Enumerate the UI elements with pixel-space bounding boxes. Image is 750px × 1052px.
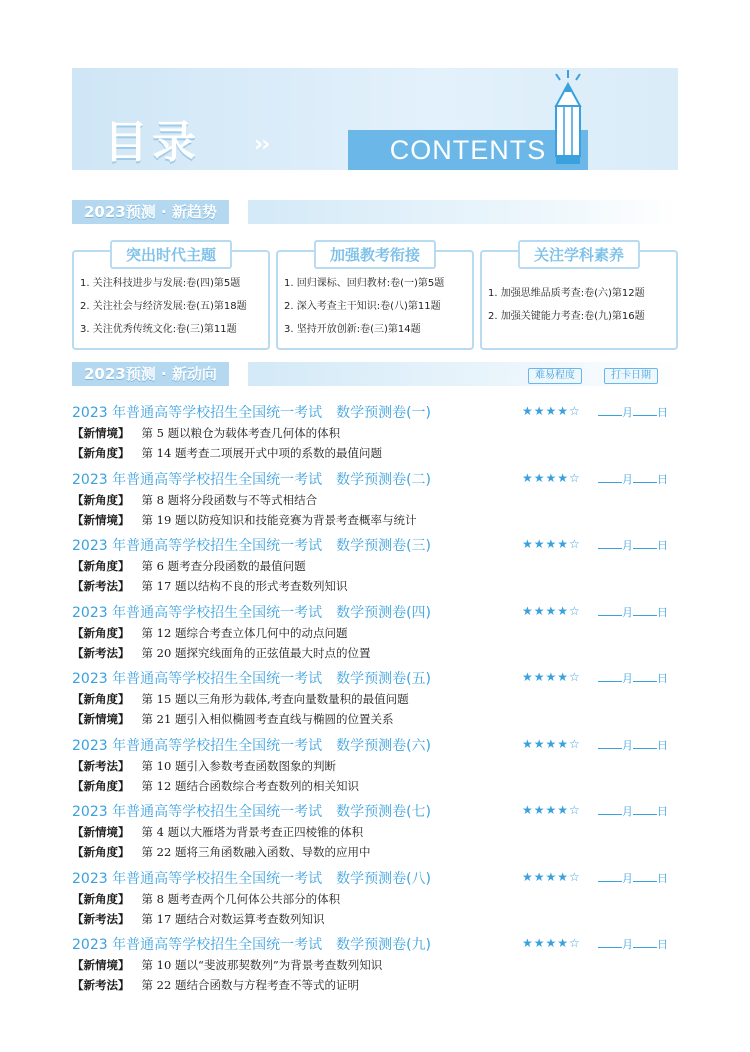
note-type-label: 【新情境】 bbox=[72, 426, 130, 440]
note-type-label: 【新角度】 bbox=[72, 778, 130, 793]
exam-entry bbox=[72, 930, 672, 997]
exam-note bbox=[72, 844, 370, 860]
exam-note bbox=[72, 445, 382, 461]
exam-list bbox=[72, 398, 672, 997]
difficulty-stars: ★★★★☆ bbox=[522, 537, 581, 551]
exam-note bbox=[72, 625, 347, 641]
difficulty-stars: ★★★★☆ bbox=[522, 603, 581, 618]
difficulty-stars: ★★★★☆ bbox=[522, 670, 581, 684]
note-type-label: 【新考法】 bbox=[72, 758, 130, 773]
exam-note bbox=[72, 957, 382, 973]
section-direction-title: 2023预测 · 新动向 bbox=[72, 362, 229, 386]
exam-title[interactable]: 2023 年普通高等学校招生全国统一考试 数学预测卷(七) bbox=[72, 804, 432, 820]
exam-note bbox=[72, 558, 306, 574]
exam-title[interactable]: 2023 年普通高等学校招生全国统一考试 数学预测卷(六) bbox=[72, 737, 432, 754]
exam-note bbox=[72, 711, 393, 727]
note-text: 第 12 题结合函数综合考查数列的相关知识 bbox=[141, 778, 359, 793]
note-type-label: 【新考法】 bbox=[72, 911, 130, 926]
feature-box-literacy bbox=[480, 246, 678, 350]
feature-box-teaching bbox=[276, 246, 474, 350]
note-type-label: 【新角度】 bbox=[72, 845, 130, 859]
note-type-label: 【新角度】 bbox=[72, 446, 130, 460]
difficulty-stars: ★★★★☆ bbox=[522, 869, 581, 884]
note-type-label: 【新角度】 bbox=[72, 492, 130, 507]
exam-note bbox=[72, 691, 409, 707]
note-text: 第 19 题以防疫知识和技能竞赛为背景考查概率与统计 bbox=[141, 512, 417, 527]
difficulty-stars: ★★★★☆ bbox=[522, 470, 581, 485]
exam-note bbox=[72, 758, 336, 774]
feature-item: 2. 深入考查主干知识:卷(八)第11题 bbox=[284, 301, 441, 312]
exam-entry bbox=[72, 864, 672, 931]
note-text: 第 6 题考查分段函数的最值问题 bbox=[141, 559, 306, 573]
note-text: 第 8 题考查两个几何体公共部分的体积 bbox=[141, 891, 341, 906]
difficulty-stars: ★★★★☆ bbox=[522, 803, 581, 817]
note-text: 第 5 题以粮仓为载体考查几何体的体积 bbox=[141, 426, 341, 440]
note-type-label: 【新角度】 bbox=[72, 692, 130, 706]
page-title: 目录 bbox=[104, 117, 200, 168]
exam-title[interactable]: 2023 年普通高等学校招生全国统一考试 数学预测卷(四) bbox=[72, 604, 432, 621]
feature-item: 1. 回归课标、回归教材:卷(一)第5题 bbox=[284, 278, 445, 289]
exam-title[interactable]: 2023 年普通高等学校招生全国统一考试 数学预测卷(五) bbox=[72, 671, 432, 687]
feature-box-title: 突出时代主题 bbox=[110, 240, 232, 269]
difficulty-tag: 难易程度 bbox=[528, 368, 582, 384]
checkin-date-field[interactable]: 月 日 bbox=[598, 870, 668, 886]
note-type-label: 【新考法】 bbox=[72, 579, 130, 593]
note-type-label: 【新情境】 bbox=[72, 512, 130, 527]
feature-item: 2. 关注社会与经济发展:卷(五)第18题 bbox=[80, 301, 247, 312]
note-text: 第 17 题以结构不良的形式考查数列知识 bbox=[141, 579, 348, 593]
note-type-label: 【新情境】 bbox=[72, 958, 130, 972]
difficulty-stars: ★★★★☆ bbox=[522, 404, 581, 418]
checkin-date-field[interactable]: 月 日 bbox=[598, 670, 668, 686]
exam-entry bbox=[72, 465, 672, 532]
exam-note bbox=[72, 492, 317, 508]
checkin-date-field[interactable]: 月 日 bbox=[598, 604, 668, 620]
note-type-label: 【新角度】 bbox=[72, 559, 130, 573]
checkin-date-field[interactable]: 月 日 bbox=[598, 737, 668, 753]
note-type-label: 【新角度】 bbox=[72, 891, 130, 906]
exam-note bbox=[72, 977, 359, 993]
section-direction-bar bbox=[72, 362, 678, 386]
note-type-label: 【新情境】 bbox=[72, 825, 130, 839]
exam-title[interactable]: 2023 年普通高等学校招生全国统一考试 数学预测卷(三) bbox=[72, 538, 432, 554]
note-type-label: 【新情境】 bbox=[72, 712, 130, 726]
note-text: 第 10 题以“斐波那契数列”为背景考查数列知识 bbox=[141, 958, 383, 972]
feature-item: 3. 关注优秀传统文化:卷(三)第11题 bbox=[80, 324, 237, 335]
note-text: 第 21 题引入相似椭圆考查直线与椭圆的位置关系 bbox=[141, 712, 394, 726]
difficulty-stars: ★★★★☆ bbox=[522, 736, 581, 751]
note-text: 第 17 题结合对数运算考查数列知识 bbox=[141, 911, 325, 926]
exam-entry bbox=[72, 731, 672, 798]
checkin-date-field[interactable]: 月 日 bbox=[598, 936, 668, 952]
note-text: 第 20 题探究线面角的正弦值最大时点的位置 bbox=[141, 645, 371, 660]
exam-note bbox=[72, 578, 347, 594]
note-text: 第 4 题以大雁塔为背景考查正四棱锥的体积 bbox=[141, 825, 364, 839]
exam-note bbox=[72, 425, 340, 441]
feature-item: 1. 加强思维品质考查:卷(六)第12题 bbox=[488, 288, 645, 299]
exam-note bbox=[72, 645, 370, 661]
feature-item: 2. 加强关键能力考查:卷(九)第16题 bbox=[488, 311, 645, 322]
checkin-date-field[interactable]: 月 日 bbox=[598, 471, 668, 487]
checkin-date-field[interactable]: 月 日 bbox=[598, 803, 668, 819]
checkin-tag: 打卡日期 bbox=[604, 368, 658, 384]
exam-title[interactable]: 2023 年普通高等学校招生全国统一考试 数学预测卷(八) bbox=[72, 870, 432, 887]
feature-item: 1. 关注科技进步与发展:卷(四)第5题 bbox=[80, 278, 241, 289]
exam-title[interactable]: 2023 年普通高等学校招生全国统一考试 数学预测卷(二) bbox=[72, 471, 432, 488]
feature-item: 3. 坚持开放创新:卷(三)第14题 bbox=[284, 324, 421, 335]
note-text: 第 8 题将分段函数与不等式相结合 bbox=[141, 492, 318, 507]
note-type-label: 【新角度】 bbox=[72, 625, 130, 640]
exam-title[interactable]: 2023 年普通高等学校招生全国统一考试 数学预测卷(九) bbox=[72, 937, 432, 953]
header-banner bbox=[72, 68, 678, 170]
feature-box-title: 关注学科素养 bbox=[518, 240, 640, 269]
exam-note bbox=[72, 778, 359, 794]
exam-entry bbox=[72, 531, 672, 598]
note-text: 第 10 题引入参数考查函数图象的判断 bbox=[141, 758, 336, 773]
note-text: 第 15 题以三角形为载体,考查向量数量积的最值问题 bbox=[141, 692, 409, 706]
exam-note bbox=[72, 512, 416, 528]
section-trend-title: 2023预测 · 新趋势 bbox=[72, 200, 229, 224]
checkin-date-field[interactable]: 月 日 bbox=[598, 537, 668, 553]
exam-entry bbox=[72, 398, 672, 465]
note-type-label: 【新考法】 bbox=[72, 978, 130, 992]
section-trend-bar bbox=[72, 200, 678, 224]
note-type-label: 【新考法】 bbox=[72, 645, 130, 660]
exam-entry bbox=[72, 598, 672, 665]
exam-note bbox=[72, 891, 340, 907]
checkin-date-field[interactable]: 月 日 bbox=[598, 404, 668, 420]
exam-entry bbox=[72, 664, 672, 731]
pencil-icon bbox=[548, 68, 588, 168]
note-text: 第 22 题将三角函数融入函数、导数的应用中 bbox=[141, 845, 371, 859]
feature-box-title: 加强教考衔接 bbox=[314, 240, 436, 269]
exam-note bbox=[72, 824, 363, 840]
exam-note bbox=[72, 911, 324, 927]
note-text: 第 14 题考查二项展开式中项的系数的最值问题 bbox=[141, 446, 382, 460]
note-text: 第 12 题综合考查立体几何中的动点问题 bbox=[141, 625, 348, 640]
exam-entry bbox=[72, 797, 672, 864]
feature-box-theme bbox=[72, 246, 270, 350]
exam-title[interactable]: 2023 年普通高等学校招生全国统一考试 数学预测卷(一) bbox=[72, 405, 432, 421]
contents-label: CONTENTS bbox=[348, 130, 588, 170]
difficulty-stars: ★★★★☆ bbox=[522, 936, 581, 950]
note-text: 第 22 题结合函数与方程考查不等式的证明 bbox=[141, 978, 359, 992]
double-chevron-icon: ›› bbox=[254, 132, 269, 157]
